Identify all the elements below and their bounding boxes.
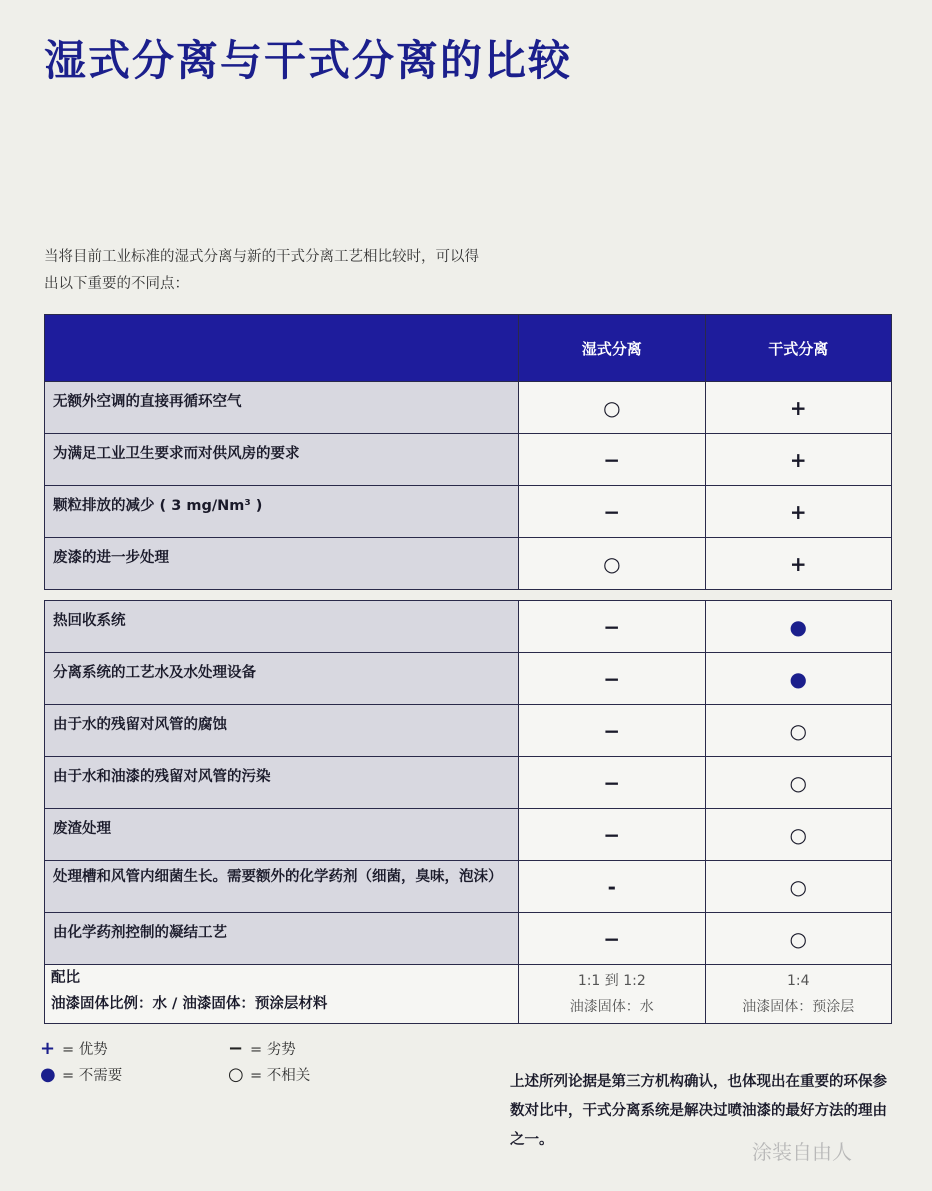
feature-cell: 由于水和油漆的残留对风管的污染 bbox=[45, 757, 519, 809]
dry-cell: + bbox=[705, 434, 891, 486]
feature-cell: 处理槽和风管内细菌生长。需要额外的化学药剂（细菌，臭味，泡沫） bbox=[45, 861, 519, 913]
header-blank bbox=[45, 315, 519, 382]
comparison-table bbox=[44, 314, 892, 1024]
legend-circle-label: = 不相关 bbox=[250, 1068, 311, 1084]
table-row bbox=[45, 486, 892, 538]
plus-icon: + bbox=[40, 1038, 56, 1059]
legend-dot-label: = 不需要 bbox=[62, 1068, 123, 1084]
table-row bbox=[45, 913, 892, 965]
ratio-feature-cell bbox=[45, 965, 519, 1024]
legend-plus bbox=[40, 1038, 108, 1059]
wet-cell: − bbox=[519, 809, 705, 861]
legend-circle bbox=[228, 1064, 310, 1085]
wet-cell: − bbox=[519, 913, 705, 965]
dry-cell: ○ bbox=[705, 861, 891, 913]
table-row bbox=[45, 601, 892, 653]
table-row bbox=[45, 434, 892, 486]
dry-cell: + bbox=[705, 538, 891, 590]
feature-cell: 废漆的进一步处理 bbox=[45, 538, 519, 590]
ratio-dry-bottom: 油漆固体：预涂层 bbox=[742, 999, 855, 1015]
legend-dot bbox=[40, 1064, 122, 1085]
ratio-wet-bottom: 油漆固体：水 bbox=[569, 999, 654, 1015]
ratio-wet-top: 1:1 到 1:2 bbox=[577, 973, 646, 989]
dry-cell: ○ bbox=[705, 705, 891, 757]
table-row bbox=[45, 538, 892, 590]
feature-cell: 废渣处理 bbox=[45, 809, 519, 861]
wet-cell: ○ bbox=[519, 382, 705, 434]
legend-plus-label: = 优势 bbox=[62, 1042, 108, 1058]
dry-cell: ○ bbox=[705, 809, 891, 861]
circle-icon: ○ bbox=[228, 1064, 244, 1085]
table-row bbox=[45, 757, 892, 809]
dry-cell: ○ bbox=[705, 757, 891, 809]
table-row bbox=[45, 705, 892, 757]
table-row bbox=[45, 653, 892, 705]
ratio-label: 配比 bbox=[51, 970, 80, 986]
dry-cell: ● bbox=[705, 601, 891, 653]
dot-icon: ● bbox=[40, 1064, 56, 1085]
wet-cell: − bbox=[519, 653, 705, 705]
wet-cell: - bbox=[519, 861, 705, 913]
wet-cell: − bbox=[519, 434, 705, 486]
wet-cell: − bbox=[519, 705, 705, 757]
ratio-dry-top: 1:4 bbox=[787, 973, 810, 989]
feature-cell: 为满足工业卫生要求而对供风房的要求 bbox=[45, 434, 519, 486]
group-gap bbox=[45, 590, 892, 601]
feature-cell: 无额外空调的直接再循环空气 bbox=[45, 382, 519, 434]
feature-cell: 分离系统的工艺水及水处理设备 bbox=[45, 653, 519, 705]
wet-cell: − bbox=[519, 601, 705, 653]
ratio-row bbox=[45, 965, 892, 1024]
intro-text: 当将目前工业标准的湿式分离与新的干式分离工艺相比较时，可以得出以下重要的不同点： bbox=[44, 249, 479, 292]
page-title: 湿式分离与干式分离的比较 bbox=[44, 36, 573, 85]
header-dry: 干式分离 bbox=[705, 315, 891, 382]
table-row bbox=[45, 382, 892, 434]
dry-cell: ○ bbox=[705, 913, 891, 965]
ratio-sub: 油漆固体比例：水 / 油漆固体：预涂层材料 bbox=[51, 996, 328, 1012]
table-header bbox=[45, 315, 892, 382]
feature-cell: 由于水的残留对风管的腐蚀 bbox=[45, 705, 519, 757]
ratio-dry-cell bbox=[705, 965, 891, 1024]
dry-cell: ● bbox=[705, 653, 891, 705]
wet-cell: ○ bbox=[519, 538, 705, 590]
feature-cell: 热回收系统 bbox=[45, 601, 519, 653]
table-row bbox=[45, 861, 892, 913]
footnote: 上述所列论据是第三方机构确认，也体现出在重要的环保参数对比中，干式分离系统是解决过喷油漆的最好方法的理由之一。 bbox=[510, 1074, 887, 1148]
minus-icon: − bbox=[228, 1038, 244, 1059]
ratio-wet-cell bbox=[519, 965, 705, 1024]
legend-minus-label: = 劣势 bbox=[250, 1042, 296, 1058]
wet-cell: − bbox=[519, 757, 705, 809]
table-row bbox=[45, 809, 892, 861]
watermark: 涂装自由人 bbox=[752, 1140, 852, 1164]
dry-cell: + bbox=[705, 382, 891, 434]
feature-cell: 由化学药剂控制的凝结工艺 bbox=[45, 913, 519, 965]
feature-cell: 颗粒排放的减少 ( 3 mg/Nm³ ) bbox=[45, 486, 519, 538]
wet-cell: − bbox=[519, 486, 705, 538]
dry-cell: + bbox=[705, 486, 891, 538]
legend-minus bbox=[228, 1038, 296, 1059]
header-wet: 湿式分离 bbox=[519, 315, 705, 382]
